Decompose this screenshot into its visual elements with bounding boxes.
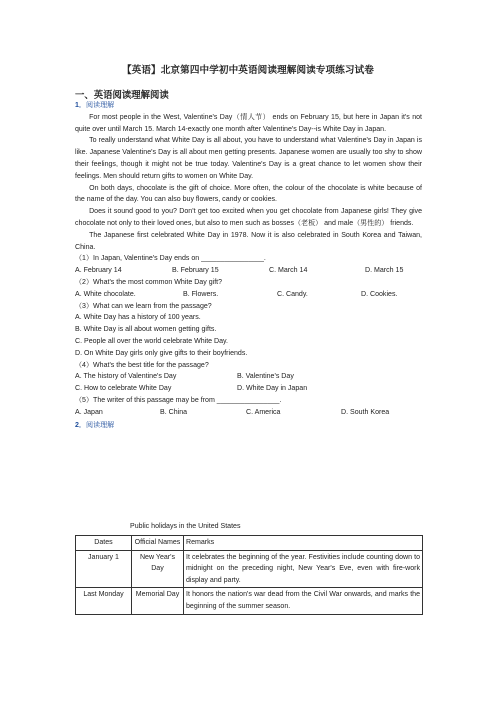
- passage-paragraph: Does it sound good to you? Don't get too excited when you get chocolate from Japanese girls! They give chocolate not only to their loved ones, but also to men such as bosses（老板） and male（男性的） friends.: [75, 208, 422, 227]
- answer-option: A. The history of Valentine's Day: [75, 373, 177, 381]
- answer-option: B. February 15: [172, 267, 219, 275]
- answer-option: B. White Day is all about women getting gifts.: [75, 326, 217, 334]
- table-cell: Memorial Day: [132, 588, 184, 614]
- column-header: Remarks: [184, 536, 423, 551]
- answer-option: B. Flowers.: [183, 290, 219, 298]
- answer-option: D. White Day in Japan: [237, 385, 308, 393]
- answer-option: D. March 15: [365, 267, 404, 275]
- table-header-row: [76, 536, 423, 551]
- question-label: 阅读理解: [85, 100, 115, 109]
- answer-option: C. Candy.: [277, 290, 308, 298]
- answer-option: A. Japan: [75, 408, 103, 416]
- question-2-heading: [75, 419, 422, 432]
- answer-option: C. America: [246, 408, 281, 416]
- table-cell: New Year's Day: [132, 550, 184, 588]
- answer-option: C. March 14: [269, 267, 308, 275]
- table-cell: It celebrates the beginning of the year. Festivities include counting down to midnight on the preceding night, New Year's Eve, even with fire-work display and party.: [184, 550, 423, 588]
- question-stem: （4）What's the best title for the passage?: [75, 361, 209, 369]
- answer-option: D. South Korea: [341, 408, 390, 416]
- question-stem: （1）In Japan, Valentine's Day ends on ________________.: [75, 255, 266, 263]
- passage-paragraph: On both days, chocolate is the gift of choice. More often, the colour of the chocolate is white because of the name of the day. You can also buy flowers, candy or cookies.: [75, 184, 422, 204]
- answer-options: [75, 265, 422, 277]
- question-label: 阅读理解: [85, 419, 115, 429]
- document-title: 【英语】北京第四中学初中英语阅读理解阅读专项练习试卷: [121, 65, 375, 76]
- answer-options: [75, 289, 422, 301]
- question-stem: （2）What's the most common White Day gift?: [75, 278, 223, 286]
- answer-option: D. On White Day girls only give gifts to their boyfriends.: [75, 349, 248, 357]
- answer-option: A. White chocolate.: [75, 290, 136, 298]
- section-heading: 一、英语阅读理解阅读: [75, 90, 169, 101]
- passage-paragraph: For most people in the West, Valentine's Day（情人节） ends on February 15, but here in Japan it's not quite over until March 15. March 14-exactly one month after Valentine's Day--is White Day in Japan.: [75, 113, 422, 133]
- answer-option: C. People all over the world celebrate White Day.: [75, 337, 229, 345]
- holidays-table: [75, 535, 423, 615]
- answer-option: A. February 14: [75, 267, 122, 275]
- table-row: [76, 550, 423, 588]
- answer-option: B. China: [160, 408, 188, 416]
- passage-paragraph: To really understand what White Day is all about, you have to understand what Valentine's Day in Japan is like. Japanese Valentine's Day is all about men getting presents. Japanese women are usually too shy to show their feelings, though it might not be true today. Valentine's Day is a great chance to let women show their feelings. Men should return gifts to women on White Day.: [75, 137, 422, 180]
- table-row: [76, 588, 423, 614]
- question-number: 2．: [75, 421, 86, 429]
- question-number: 1．: [75, 102, 86, 109]
- column-header: Dates: [76, 536, 132, 551]
- passage-paragraph: The Japanese first celebrated White Day in 1978. Now it is also celebrated in South Korea and Taiwan, China.: [75, 231, 422, 251]
- answer-option: D. Cookies.: [361, 290, 398, 298]
- table-cell: January 1: [76, 550, 132, 588]
- question-stem: （3）What can we learn from the passage?: [75, 302, 212, 310]
- question-1-heading: [75, 99, 422, 112]
- table-caption: Public holidays in the United States: [130, 523, 241, 530]
- answer-options: [75, 383, 422, 395]
- question-stem: （5）The writer of this passage may be from ________________.: [75, 396, 282, 404]
- table-cell: It honors the nation's war dead from the Civil War onwards, and marks the beginning of the summer season.: [184, 588, 423, 614]
- answer-options: [75, 407, 422, 419]
- table-cell: Last Monday: [76, 588, 132, 614]
- answer-option: A. White Day has a history of 100 years.: [75, 314, 201, 322]
- answer-option: C. How to celebrate White Day: [75, 385, 172, 393]
- answer-options: [75, 371, 422, 383]
- answer-option: B. Valentine's Day: [237, 373, 294, 381]
- question-1-block: [75, 99, 422, 431]
- column-header: Official Names: [132, 536, 184, 551]
